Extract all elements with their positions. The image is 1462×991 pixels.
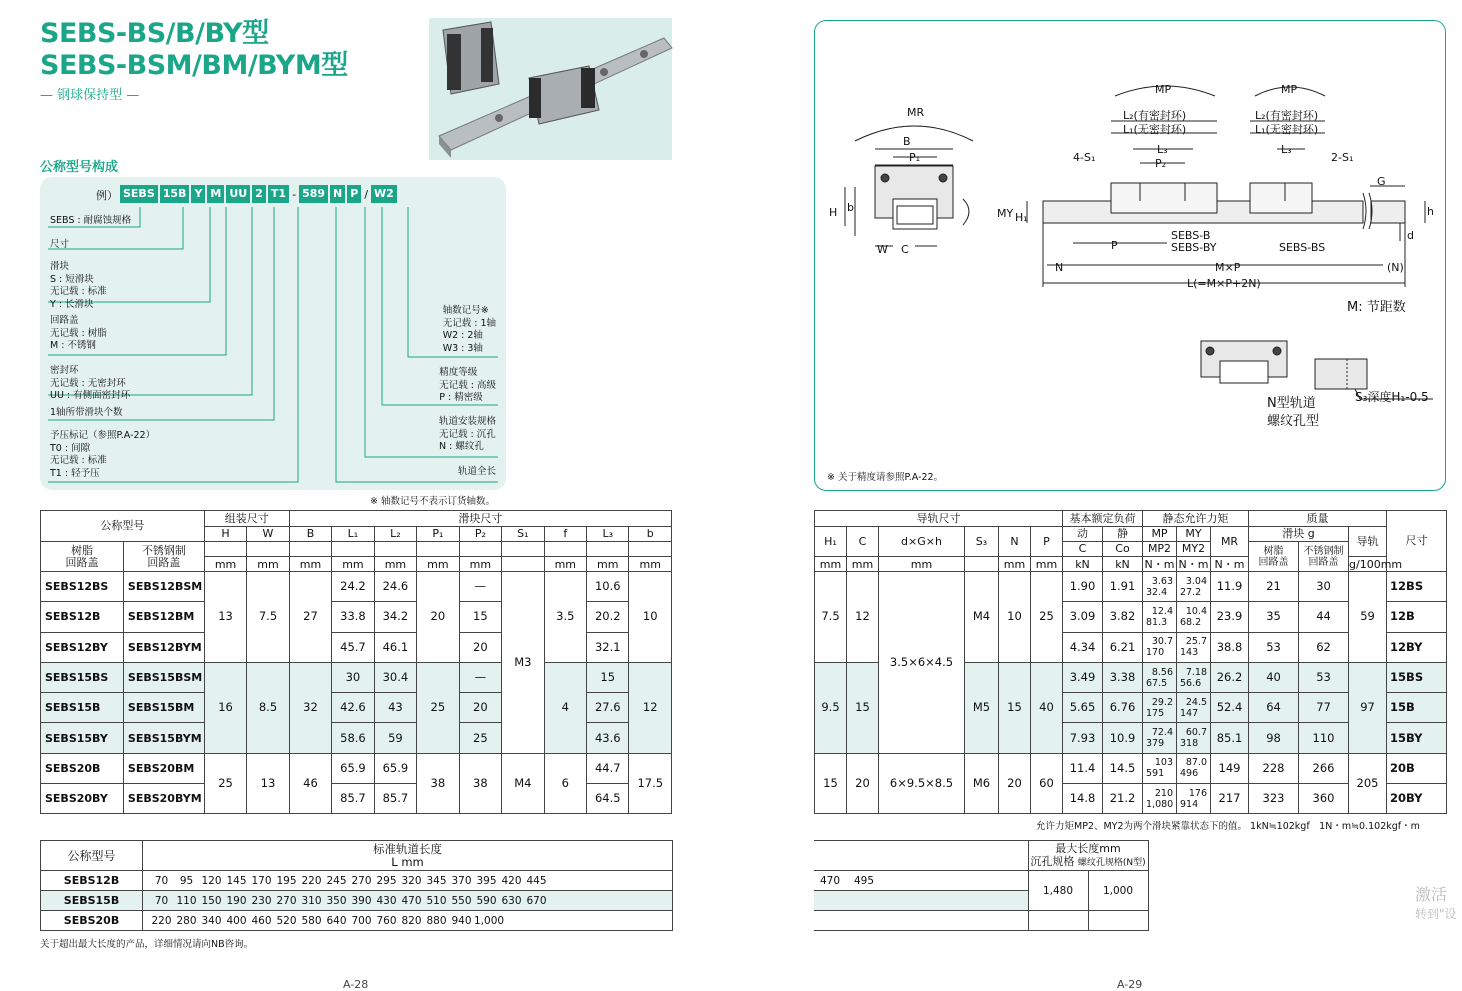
svg-text:M×P: M×P bbox=[1215, 261, 1241, 274]
config-item-left: 1轴所带滑块个数 bbox=[50, 407, 123, 418]
product-photo bbox=[429, 18, 672, 160]
config-item-left: 密封环 无记载 : 无密封环 UU : 有侧面密封环 bbox=[50, 365, 131, 401]
svg-text:MP: MP bbox=[1155, 83, 1172, 96]
n-type-line2: 螺纹孔型 bbox=[1267, 414, 1320, 429]
config-item-right: 轴数记号※ 无记载 : 1轴 W2 : 2轴 W3 : 3轴 bbox=[442, 305, 496, 354]
label-MR: MR bbox=[907, 106, 925, 119]
config-item-right: 精度等级 无记载 : 高级 P : 精密级 bbox=[439, 367, 496, 403]
left-page bbox=[40, 0, 672, 991]
code-segment: UU bbox=[226, 185, 250, 203]
svg-text:P₁: P₁ bbox=[909, 151, 921, 164]
example-label: 例） bbox=[96, 189, 118, 202]
config-item-left: 滑块 S : 短滑块 无记载 : 标准 Y : 长滑块 bbox=[50, 261, 107, 310]
code-segment: T1 bbox=[268, 185, 289, 203]
svg-text:H₁: H₁ bbox=[1015, 211, 1028, 224]
code-segment: M bbox=[207, 185, 224, 203]
svg-text:L₂(有密封环): L₂(有密封环) bbox=[1123, 109, 1187, 122]
subtitle: — 钢球保持型 — bbox=[40, 88, 140, 103]
technical-drawing bbox=[815, 21, 1447, 492]
svg-text:H: H bbox=[829, 206, 838, 219]
n-type-line1: N型轨道 bbox=[1267, 396, 1316, 411]
rail-length-table: 公称型号 标准轨道长度 L mm SEBS12B 70 95 120 145 170 195 220 245 270 295 320 345 370 395 420 445 SEBS15B 70 110 150 190 230 270 310 350 390 430 470 510 550 590 630 670 SEBS20B 220 280 340 400 460 520 580 640 700 760 820 880 940 1,000 bbox=[40, 840, 673, 931]
code-segment: 2 bbox=[252, 185, 266, 203]
code-segment: 15B bbox=[160, 185, 190, 203]
svg-text:L₃: L₃ bbox=[1157, 143, 1168, 156]
config-item-left: 予压标记（参照P.A-22） T0 : 间隙 无记载 : 标准 T1 : 轻予压 bbox=[50, 430, 156, 479]
spec-table-left: 公称型号 组装尺寸 滑块尺寸 H W B L₁ L₂ P₁ P₂ S₁ f L₃ b 树脂 回路盖 不锈钢制 回路盖 mm mm mm mm mm mm mm mm mm mm SEBS12BS SEBS12BSM 13 7.5 27 24.2 24.6 20 — M3 3.5 10.6 10 SEBS12B SEBS12BM 33.8 34.2 15 20.2 SEBS12BY SEBS12BYM 45.7 46.1 20 32.1 SEBS15BS SEBS15BSM 16 8.5 32 30 30.4 25 — 4 15 12 SEBS15B SEBS15BM 42.6 43 20 27.6 SEBS15BY SEBS15BYM 58.6 59 25 43.6 SEBS20B SEBS20BM 25 13 46 65.9 65.9 38 38 M4 6 44.7 17.5 SEBS20BY SEBS20BYM 85.7 85.7 64.5 bbox=[40, 510, 672, 814]
code-segment: 589 bbox=[299, 185, 328, 203]
title-line-1: SEBS-BS/B/BY型 bbox=[40, 18, 269, 49]
svg-text:C: C bbox=[901, 243, 909, 256]
code-segment: SEBS bbox=[120, 185, 158, 203]
code-segment: N bbox=[330, 185, 345, 203]
page-title bbox=[40, 18, 348, 82]
svg-text:L₁(无密封环): L₁(无密封环) bbox=[1255, 123, 1319, 136]
model-config-panel bbox=[40, 177, 506, 490]
svg-text:M: 节距数: M: 节距数 bbox=[1347, 300, 1406, 315]
svg-text:h: h bbox=[1427, 205, 1434, 218]
right-page bbox=[814, 0, 1462, 991]
svg-text:MY: MY bbox=[997, 207, 1014, 220]
page-number: A-28 bbox=[343, 978, 369, 991]
svg-text:S₃深度H₁-0.5: S₃深度H₁-0.5 bbox=[1355, 390, 1429, 404]
svg-text:SEBS-BY: SEBS-BY bbox=[1171, 241, 1217, 254]
max-length-table: 最大长度mm 沉孔规格 螺纹孔规格(N型) 470 495 1,480 1,000 bbox=[814, 840, 1149, 931]
svg-text:N: N bbox=[1055, 261, 1064, 274]
svg-text:SEBS-BS: SEBS-BS bbox=[1279, 241, 1326, 254]
svg-text:MP: MP bbox=[1281, 83, 1298, 96]
code-segment: Y bbox=[191, 185, 205, 203]
svg-text:b: b bbox=[847, 201, 854, 214]
svg-text:L₂(有密封环): L₂(有密封环) bbox=[1255, 109, 1319, 122]
svg-text:4-S₁: 4-S₁ bbox=[1073, 151, 1096, 164]
svg-text:L(=M×P+2N): L(=M×P+2N) bbox=[1187, 277, 1261, 290]
code-segment: - bbox=[292, 187, 297, 201]
svg-text:G: G bbox=[1377, 175, 1386, 188]
config-item-left: 回路盖 无记载 : 树脂 M : 不锈钢 bbox=[50, 315, 107, 351]
title-line-2: SEBS-BSM/BM/BYM型 bbox=[40, 50, 348, 81]
accuracy-note: ※ 关于精度请参照P.A-22。 bbox=[827, 472, 944, 483]
config-item-right: 轨道安装规格 无记载 : 沉孔 N : 螺纹孔 bbox=[438, 416, 496, 452]
svg-text:B: B bbox=[903, 135, 911, 148]
watermark: 激活 转到"设 bbox=[1415, 885, 1457, 921]
svg-text:L₃: L₃ bbox=[1281, 143, 1292, 156]
drawing-panel bbox=[814, 20, 1446, 491]
config-note: ※ 轴数记号不表示订货轴数。 bbox=[370, 496, 495, 507]
svg-text:P: P bbox=[1111, 239, 1118, 252]
svg-text:SEBS-B: SEBS-B bbox=[1171, 229, 1211, 242]
config-item-left: SEBS : 耐腐蚀规格 bbox=[50, 215, 132, 226]
svg-text:d: d bbox=[1407, 229, 1414, 242]
config-item-right: 轨道全长 bbox=[457, 466, 496, 477]
rail-note: 关于超出最大长度的产品，详细情况请向NB咨询。 bbox=[40, 939, 254, 950]
svg-text:W: W bbox=[877, 243, 888, 256]
svg-text:P₂: P₂ bbox=[1155, 157, 1167, 170]
section-heading: 公称型号构成 bbox=[40, 160, 119, 175]
page-number: A-29 bbox=[1117, 978, 1143, 991]
moment-note: 允许力矩MP2、MY2为两个滑块紧靠状态下的值。 1kN≒102kgf 1N・m≒0.102kgf・m bbox=[1036, 821, 1420, 832]
svg-text:L₁(无密封环): L₁(无密封环) bbox=[1123, 123, 1187, 136]
code-segment: P bbox=[347, 185, 361, 203]
svg-text:(N): (N) bbox=[1387, 261, 1404, 274]
config-item-left: 尺寸 bbox=[50, 239, 70, 250]
svg-text:2-S₁: 2-S₁ bbox=[1331, 151, 1354, 164]
code-segment: / bbox=[364, 187, 369, 201]
code-segment: W2 bbox=[371, 185, 397, 203]
spec-table-right: 导轨尺寸 基本额定负荷 静态允许力矩 质量 尺寸 H₁ C d×G×h S₃ N P 动 静 MP MY MR 滑块 g 导轨 C Co MP2 MY2 树脂 回路盖 不锈钢制 回路盖 mm mm mm mm mm kN kN N・m N・m N・m g/100mm 7.5 12 3.5×6×4.5 M4 10 25 1.90 1.91 3.63 32.4 3.04 27.2 11.9 21 30 59 12BS 3.09 3.82 12.4 81.3 10.4 68.2 23.9 35 44 12B 4.34 6.21 30.7 170 25.7 143 38.8 53 62 12BY 9.5 15 M5 15 40 3.49 3.38 8.56 67.5 7.18 56.6 26.2 40 53 97 15BS 5.65 6.76 29.2 175 24.5 147 52.4 64 77 15B 7.93 10.9 72.4 379 60.7 318 85.1 98 110 15BY 15 20 6×9.5×8.5 M6 20 60 11.4 14.5 103 591 87.0 496 149 228 266 205 20B 14.8 21.2 210 1,080 176 914 217 323 360 20BY bbox=[814, 510, 1447, 814]
